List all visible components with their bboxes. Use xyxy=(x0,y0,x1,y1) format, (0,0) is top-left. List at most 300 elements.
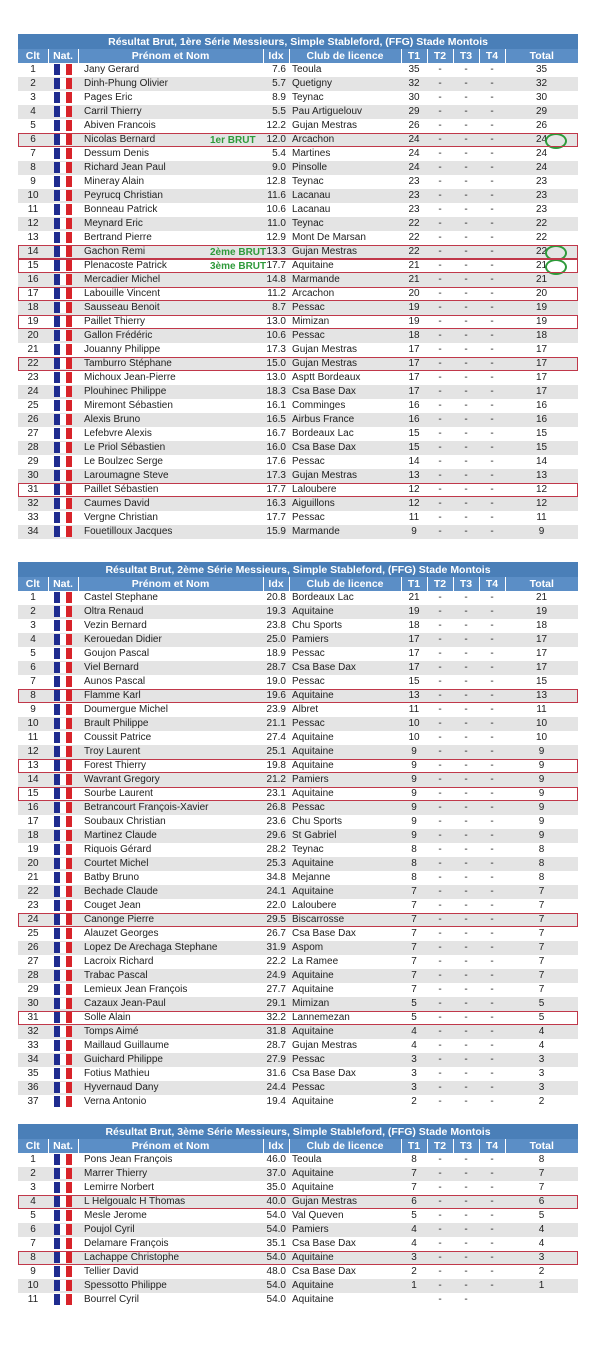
player-name-cell: Sourbe Laurent xyxy=(78,787,263,801)
player-name-cell: Michoux Jean-Pierre xyxy=(78,371,263,385)
table-row xyxy=(18,1279,578,1293)
total-cell: 6 xyxy=(505,1195,578,1209)
column-header-total: Total xyxy=(505,1139,578,1153)
t2-cell: - xyxy=(427,829,453,843)
rank-cell: 11 xyxy=(18,1293,48,1307)
t3-cell: - xyxy=(453,385,479,399)
t1-cell: 18 xyxy=(401,619,427,633)
club-cell: Csa Base Dax xyxy=(289,1237,401,1251)
france-flag-icon xyxy=(54,592,72,603)
column-header-idx: Idx xyxy=(263,1139,289,1153)
france-flag-icon xyxy=(54,956,72,967)
t4-cell: - xyxy=(479,1195,505,1209)
t2-cell: - xyxy=(427,1039,453,1053)
t3-cell: - xyxy=(453,1095,479,1109)
t3-cell: - xyxy=(453,843,479,857)
total-cell: 24 xyxy=(505,147,578,161)
t2-cell: - xyxy=(427,591,453,605)
rank-cell: 15 xyxy=(18,259,48,273)
t2-cell: - xyxy=(427,745,453,759)
t4-cell: - xyxy=(479,385,505,399)
rank-cell: 10 xyxy=(18,717,48,731)
club-cell: La Ramee xyxy=(289,955,401,969)
france-flag-icon xyxy=(54,662,72,673)
player-name-cell: Lemirre Norbert xyxy=(78,1181,263,1195)
t1-cell: 9 xyxy=(401,829,427,843)
player-name-cell: Riquois Gérard xyxy=(78,843,263,857)
t2-cell: - xyxy=(427,371,453,385)
third-brut-note: 3ème BRUT xyxy=(210,261,267,272)
table-row xyxy=(18,1251,578,1265)
table-row xyxy=(18,119,578,133)
t1-cell: 9 xyxy=(401,525,427,539)
nationality-cell xyxy=(48,77,78,91)
player-name-cell: Bertrand Pierre xyxy=(78,231,263,245)
player-name-cell: Castel Stephane xyxy=(78,591,263,605)
total-cell: 26 xyxy=(505,119,578,133)
total-cell: 16 xyxy=(505,399,578,413)
club-cell: Bordeaux Lac xyxy=(289,427,401,441)
t2-cell: - xyxy=(427,427,453,441)
table-row xyxy=(18,1153,578,1167)
france-flag-icon xyxy=(54,830,72,841)
index-cell: 27.4 xyxy=(263,731,289,745)
t3-cell: - xyxy=(453,1293,479,1307)
france-flag-icon xyxy=(54,942,72,953)
player-name-cell: Gachon Remi xyxy=(78,245,263,259)
club-cell: Gujan Mestras xyxy=(289,469,401,483)
nationality-cell xyxy=(48,899,78,913)
club-cell: Lannemezan xyxy=(289,1011,401,1025)
rank-cell: 13 xyxy=(18,231,48,245)
column-header-clt: Clt xyxy=(18,1139,48,1153)
t4-cell: - xyxy=(479,661,505,675)
rank-cell: 14 xyxy=(18,773,48,787)
player-name-cell: Aunos Pascal xyxy=(78,675,263,689)
player-name-cell: Spessotto Philippe xyxy=(78,1279,263,1293)
table-title: Résultat Brut, 3ème Série Messieurs, Simple Stableford, (FFG) Stade Montois xyxy=(18,1124,578,1139)
rank-cell: 14 xyxy=(18,245,48,259)
t4-cell: - xyxy=(479,969,505,983)
t2-cell: - xyxy=(427,469,453,483)
t4-cell: - xyxy=(479,605,505,619)
t3-cell: - xyxy=(453,1053,479,1067)
player-name-cell: Peyrucq Christian xyxy=(78,189,263,203)
t4-cell: - xyxy=(479,301,505,315)
player-name-cell: Lefebvre Alexis xyxy=(78,427,263,441)
france-flag-icon xyxy=(54,816,72,827)
t2-cell: - xyxy=(427,1251,453,1265)
rank-cell: 34 xyxy=(18,1053,48,1067)
t3-cell: - xyxy=(453,731,479,745)
index-cell: 5.5 xyxy=(263,105,289,119)
t1-cell: 17 xyxy=(401,661,427,675)
club-cell: Mimizan xyxy=(289,315,401,329)
club-cell: Aquitaine xyxy=(289,731,401,745)
total-cell: 5 xyxy=(505,1209,578,1223)
t3-cell: - xyxy=(453,245,479,259)
index-cell: 28.7 xyxy=(263,661,289,675)
table-row xyxy=(18,1053,578,1067)
nationality-cell xyxy=(48,969,78,983)
table-row xyxy=(18,1039,578,1053)
t2-cell: - xyxy=(427,357,453,371)
t4-cell: - xyxy=(479,427,505,441)
france-flag-icon xyxy=(54,746,72,757)
index-cell: 28.7 xyxy=(263,1039,289,1053)
rank-cell: 11 xyxy=(18,731,48,745)
t2-cell: - xyxy=(427,203,453,217)
nationality-cell xyxy=(48,829,78,843)
t2-cell: - xyxy=(427,525,453,539)
total-cell: 17 xyxy=(505,661,578,675)
rank-cell: 3 xyxy=(18,91,48,105)
t3-cell: - xyxy=(453,969,479,983)
t4-cell: - xyxy=(479,245,505,259)
t1-cell: 22 xyxy=(401,231,427,245)
t2-cell: - xyxy=(427,273,453,287)
nationality-cell xyxy=(48,857,78,871)
player-name-cell: Bonneau Patrick xyxy=(78,203,263,217)
t1-cell: 5 xyxy=(401,1011,427,1025)
rank-cell: 37 xyxy=(18,1095,48,1109)
club-cell: Csa Base Dax xyxy=(289,927,401,941)
player-name-cell: Tamburro Stéphane xyxy=(78,357,263,371)
table-row xyxy=(18,455,578,469)
table-row xyxy=(18,301,578,315)
rank-cell: 7 xyxy=(18,147,48,161)
t1-cell: 16 xyxy=(401,399,427,413)
t1-cell: 7 xyxy=(401,927,427,941)
player-name-cell: Pages Eric xyxy=(78,91,263,105)
rank-cell: 8 xyxy=(18,161,48,175)
t3-cell: - xyxy=(453,133,479,147)
table-row xyxy=(18,899,578,913)
nationality-cell xyxy=(48,525,78,539)
table-row xyxy=(18,91,578,105)
index-cell: 15.0 xyxy=(263,357,289,371)
player-name-cell: Tomps Aimé xyxy=(78,1025,263,1039)
total-cell: 9 xyxy=(505,815,578,829)
index-cell: 54.0 xyxy=(263,1251,289,1265)
france-flag-icon xyxy=(54,526,72,537)
index-cell: 27.7 xyxy=(263,983,289,997)
total-cell: 24 xyxy=(505,161,578,175)
club-cell: Laloubere xyxy=(289,899,401,913)
t3-cell: - xyxy=(453,913,479,927)
t1-cell: 7 xyxy=(401,941,427,955)
index-cell: 16.3 xyxy=(263,497,289,511)
t2-cell: - xyxy=(427,1025,453,1039)
rank-cell: 12 xyxy=(18,745,48,759)
t1-cell: 20 xyxy=(401,287,427,301)
t1-cell: 29 xyxy=(401,105,427,119)
club-cell: Aquitaine xyxy=(289,1025,401,1039)
nationality-cell xyxy=(48,619,78,633)
table-row xyxy=(18,1237,578,1251)
t3-cell: - xyxy=(453,857,479,871)
t4-cell: - xyxy=(479,801,505,815)
total-cell: 21 xyxy=(505,259,578,273)
nationality-cell xyxy=(48,1053,78,1067)
table-row xyxy=(18,1223,578,1237)
france-flag-icon xyxy=(54,844,72,855)
nationality-cell xyxy=(48,927,78,941)
index-cell: 16.1 xyxy=(263,399,289,413)
table-row xyxy=(18,815,578,829)
rank-cell: 21 xyxy=(18,871,48,885)
nationality-cell xyxy=(48,189,78,203)
t1-cell: 9 xyxy=(401,773,427,787)
t1-cell: 17 xyxy=(401,647,427,661)
table-row xyxy=(18,133,578,147)
player-name-cell: Gallon Frédéric xyxy=(78,329,263,343)
t1-cell: 17 xyxy=(401,385,427,399)
club-cell: Pamiers xyxy=(289,1223,401,1237)
rank-cell: 1 xyxy=(18,591,48,605)
t4-cell: - xyxy=(479,717,505,731)
index-cell: 23.8 xyxy=(263,619,289,633)
france-flag-icon xyxy=(54,1224,72,1235)
index-cell: 29.1 xyxy=(263,997,289,1011)
index-cell: 11.2 xyxy=(263,287,289,301)
index-cell: 11.6 xyxy=(263,189,289,203)
t2-cell: - xyxy=(427,913,453,927)
france-flag-icon xyxy=(54,620,72,631)
player-name-cell: Solle Alain xyxy=(78,1011,263,1025)
table-row xyxy=(18,675,578,689)
t3-cell: - xyxy=(453,1279,479,1293)
table-row xyxy=(18,63,578,77)
nationality-cell xyxy=(48,633,78,647)
index-cell: 26.7 xyxy=(263,927,289,941)
column-header-club: Club de licence xyxy=(289,49,401,63)
player-name-cell: Lacroix Richard xyxy=(78,955,263,969)
rank-cell: 29 xyxy=(18,983,48,997)
t3-cell: - xyxy=(453,801,479,815)
index-cell: 17.7 xyxy=(263,511,289,525)
t2-cell: - xyxy=(427,1095,453,1109)
nationality-cell xyxy=(48,1251,78,1265)
table-row xyxy=(18,1167,578,1181)
nationality-cell xyxy=(48,413,78,427)
club-cell: Pau Artiguelouv xyxy=(289,105,401,119)
column-header-nat: Nat. xyxy=(48,1139,78,1153)
total-cell: 19 xyxy=(505,301,578,315)
t4-cell: - xyxy=(479,497,505,511)
rank-cell: 4 xyxy=(18,1195,48,1209)
total-cell: 18 xyxy=(505,329,578,343)
index-cell: 54.0 xyxy=(263,1293,289,1307)
t2-cell: - xyxy=(427,315,453,329)
index-cell: 19.3 xyxy=(263,605,289,619)
total-cell: 9 xyxy=(505,525,578,539)
t3-cell: - xyxy=(453,77,479,91)
total-cell: 7 xyxy=(505,927,578,941)
player-name-cell: Alexis Bruno xyxy=(78,413,263,427)
france-flag-icon xyxy=(54,498,72,509)
player-name-cell: Paillet Thierry xyxy=(78,315,263,329)
total-cell: 7 xyxy=(505,983,578,997)
rank-cell: 26 xyxy=(18,941,48,955)
t2-cell: - xyxy=(427,105,453,119)
rank-cell: 24 xyxy=(18,913,48,927)
t3-cell: - xyxy=(453,955,479,969)
table-row xyxy=(18,1095,578,1109)
index-cell: 19.0 xyxy=(263,675,289,689)
index-cell: 5.7 xyxy=(263,77,289,91)
t2-cell: - xyxy=(427,1081,453,1095)
column-header-row xyxy=(18,577,578,591)
index-cell: 16.7 xyxy=(263,427,289,441)
nationality-cell xyxy=(48,119,78,133)
index-cell: 5.4 xyxy=(263,147,289,161)
nationality-cell xyxy=(48,1011,78,1025)
player-name-cell: Le Priol Sébastien xyxy=(78,441,263,455)
rank-cell: 28 xyxy=(18,969,48,983)
t4-cell: - xyxy=(479,329,505,343)
nationality-cell xyxy=(48,745,78,759)
player-name-cell: Jouanny Philippe xyxy=(78,343,263,357)
nationality-cell xyxy=(48,941,78,955)
france-flag-icon xyxy=(54,1294,72,1305)
france-flag-icon xyxy=(54,928,72,939)
rank-cell: 15 xyxy=(18,787,48,801)
index-cell: 29.5 xyxy=(263,913,289,927)
rank-cell: 17 xyxy=(18,815,48,829)
index-cell: 9.0 xyxy=(263,161,289,175)
table-row xyxy=(18,483,578,497)
rank-cell: 16 xyxy=(18,273,48,287)
total-cell: 5 xyxy=(505,1011,578,1025)
t3-cell: - xyxy=(453,119,479,133)
table-row xyxy=(18,385,578,399)
index-cell: 23.9 xyxy=(263,703,289,717)
t3-cell: - xyxy=(453,703,479,717)
total-cell: 17 xyxy=(505,647,578,661)
player-name-cell: Trabac Pascal xyxy=(78,969,263,983)
t4-cell: - xyxy=(479,119,505,133)
t3-cell: - xyxy=(453,483,479,497)
index-cell: 48.0 xyxy=(263,1265,289,1279)
rank-cell: 3 xyxy=(18,619,48,633)
player-name-cell: Kerouedan Didier xyxy=(78,633,263,647)
rank-cell: 25 xyxy=(18,399,48,413)
france-flag-icon xyxy=(54,512,72,523)
table-row xyxy=(18,105,578,119)
t2-cell: - xyxy=(427,343,453,357)
player-name-cell: Betrancourt François-Xavier xyxy=(78,801,263,815)
t2-cell: - xyxy=(427,189,453,203)
rank-cell: 7 xyxy=(18,675,48,689)
t3-cell: - xyxy=(453,1237,479,1251)
france-flag-icon xyxy=(54,106,72,117)
t3-cell: - xyxy=(453,927,479,941)
club-cell: Mont De Marsan xyxy=(289,231,401,245)
table-row xyxy=(18,329,578,343)
france-flag-icon xyxy=(54,134,72,145)
total-cell: 7 xyxy=(505,969,578,983)
table-row xyxy=(18,619,578,633)
t1-cell: 8 xyxy=(401,857,427,871)
column-header-t2: T2 xyxy=(427,577,453,591)
column-header-name: Prénom et Nom xyxy=(78,49,263,63)
rank-cell: 2 xyxy=(18,77,48,91)
france-flag-icon xyxy=(54,64,72,75)
france-flag-icon xyxy=(54,1082,72,1093)
t4-cell: - xyxy=(479,1279,505,1293)
t1-cell: 10 xyxy=(401,731,427,745)
t2-cell: - xyxy=(427,1153,453,1167)
t3-cell: - xyxy=(453,273,479,287)
t2-cell: - xyxy=(427,119,453,133)
t4-cell: - xyxy=(479,1039,505,1053)
total-cell: 17 xyxy=(505,633,578,647)
nationality-cell xyxy=(48,399,78,413)
club-cell: Csa Base Dax xyxy=(289,1067,401,1081)
index-cell: 17.7 xyxy=(263,259,289,273)
t3-cell: - xyxy=(453,203,479,217)
nationality-cell xyxy=(48,329,78,343)
player-name-cell: Oltra Renaud xyxy=(78,605,263,619)
rank-cell: 36 xyxy=(18,1081,48,1095)
total-cell: 9 xyxy=(505,759,578,773)
t3-cell: - xyxy=(453,147,479,161)
total-cell: 35 xyxy=(505,63,578,77)
player-name-cell: Couget Jean xyxy=(78,899,263,913)
nationality-cell xyxy=(48,273,78,287)
t3-cell: - xyxy=(453,105,479,119)
t1-cell: 22 xyxy=(401,217,427,231)
club-cell: Gujan Mestras xyxy=(289,119,401,133)
table-row xyxy=(18,745,578,759)
total-cell: 3 xyxy=(505,1053,578,1067)
nationality-cell xyxy=(48,647,78,661)
t3-cell: - xyxy=(453,759,479,773)
club-cell: Val Queven xyxy=(289,1209,401,1223)
club-cell: Mimizan xyxy=(289,997,401,1011)
t2-cell: - xyxy=(427,647,453,661)
index-cell: 17.3 xyxy=(263,469,289,483)
nationality-cell xyxy=(48,759,78,773)
player-name-cell: Plenacoste Patrick xyxy=(78,259,263,273)
club-cell: Csa Base Dax xyxy=(289,441,401,455)
t1-cell: 23 xyxy=(401,203,427,217)
t3-cell: - xyxy=(453,469,479,483)
t4-cell: - xyxy=(479,703,505,717)
rank-cell: 21 xyxy=(18,343,48,357)
table-row xyxy=(18,661,578,675)
nationality-cell xyxy=(48,731,78,745)
t2-cell: - xyxy=(427,287,453,301)
t3-cell: - xyxy=(453,455,479,469)
t1-cell: 7 xyxy=(401,955,427,969)
player-name-cell: Doumergue Michel xyxy=(78,703,263,717)
table-row xyxy=(18,801,578,815)
france-flag-icon xyxy=(54,288,72,299)
t1-cell: 12 xyxy=(401,497,427,511)
club-cell: Gujan Mestras xyxy=(289,1195,401,1209)
total-cell: 4 xyxy=(505,1237,578,1251)
t4-cell: - xyxy=(479,745,505,759)
t1-cell: 9 xyxy=(401,815,427,829)
total-cell: 3 xyxy=(505,1251,578,1265)
t2-cell: - xyxy=(427,731,453,745)
t1-cell: 4 xyxy=(401,1237,427,1251)
nationality-cell xyxy=(48,161,78,175)
column-header-t4: T4 xyxy=(479,1139,505,1153)
t3-cell: - xyxy=(453,1025,479,1039)
